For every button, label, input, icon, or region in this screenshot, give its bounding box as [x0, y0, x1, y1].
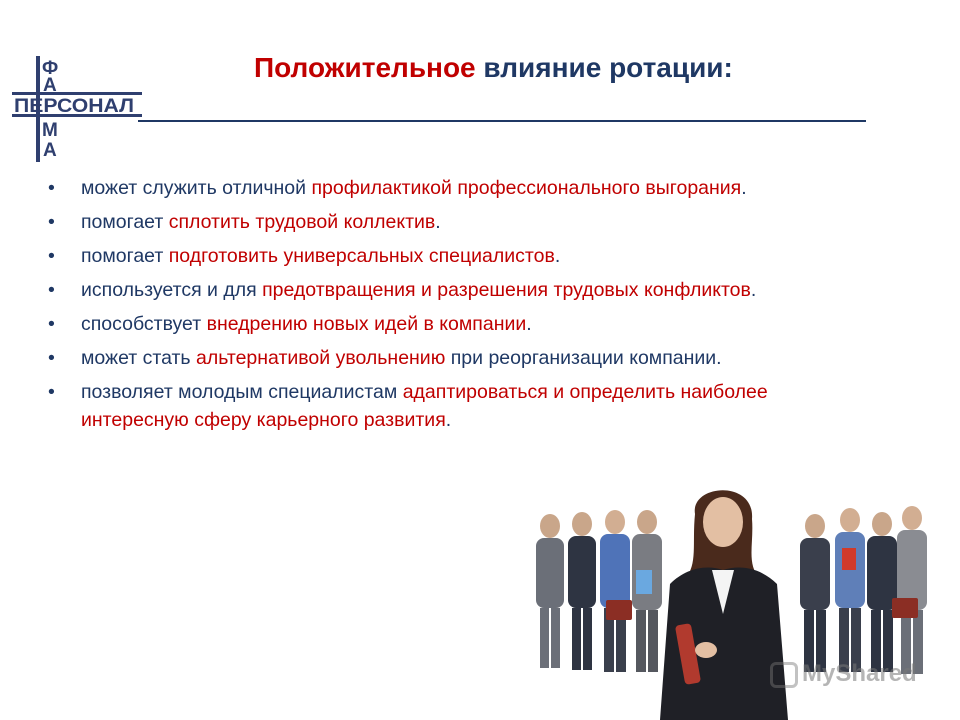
folder-icon	[636, 570, 652, 594]
bullet-item	[48, 310, 878, 338]
company-logo	[12, 56, 142, 162]
bullet-text: .	[750, 279, 757, 301]
bullet-text: помогает	[81, 245, 169, 267]
bullet-highlight-text: сплотить трудовой коллектив	[168, 211, 436, 233]
title-divider	[138, 120, 866, 122]
logo-letter-4: М	[42, 120, 58, 141]
bullet-text: при реорганизации компании.	[445, 347, 722, 369]
bullet-text: .	[445, 409, 452, 431]
logo-word: ПЕРСОНАЛ	[14, 96, 134, 117]
bullet-text: .	[554, 245, 561, 267]
bullet-item	[48, 208, 878, 236]
foreground-woman	[660, 490, 788, 720]
slide-title	[254, 52, 733, 84]
bullet-text: .	[741, 177, 747, 199]
bullet-text: .	[526, 313, 532, 335]
bullet-item	[48, 344, 878, 372]
bullet-highlight-text: подготовить универсальных специалистов	[168, 245, 555, 267]
watermark	[770, 660, 917, 688]
briefcase-icon	[892, 598, 918, 618]
bullet-highlight-text: адаптироваться и определить наиболее интересную сферу карьерного развития	[81, 381, 768, 431]
bullet-highlight-text: профилактикой профессионального выгорания	[311, 177, 742, 199]
bullet-list	[48, 174, 878, 440]
bullet-item	[48, 276, 878, 304]
logo-letter-1: Ф	[42, 58, 59, 79]
watermark-text: MyShared	[802, 660, 917, 687]
bullet-item	[48, 378, 878, 434]
logo-cross-graphic	[12, 56, 142, 162]
briefcase-icon	[606, 600, 632, 620]
bullet-text: используется и для	[81, 279, 263, 301]
bullet-text: способствует	[81, 313, 207, 335]
bullet-text: помогает	[81, 211, 169, 233]
watermark-logo-icon	[770, 662, 798, 688]
bullet-text: может стать	[81, 347, 197, 369]
bullet-item	[48, 174, 878, 202]
folder-icon	[842, 548, 856, 570]
bullet-text: может служить отличной	[81, 177, 312, 199]
bullet-highlight-text: предотвращения и разрешения трудовых конфликтов	[262, 279, 751, 301]
logo-letter-5: А	[43, 140, 57, 161]
logo-letter-2: А	[43, 75, 57, 96]
bullet-highlight-text: альтернативой увольнению	[196, 347, 446, 369]
slide-title-accent: Положительное	[254, 52, 476, 83]
bullet-text: .	[435, 211, 441, 233]
bullet-text: позволяет молодым специалистам	[81, 381, 403, 403]
bullet-item	[48, 242, 878, 270]
bullet-highlight-text: внедрению новых идей в компании	[206, 313, 527, 335]
slide-title-rest: влияние ротации:	[475, 52, 733, 83]
